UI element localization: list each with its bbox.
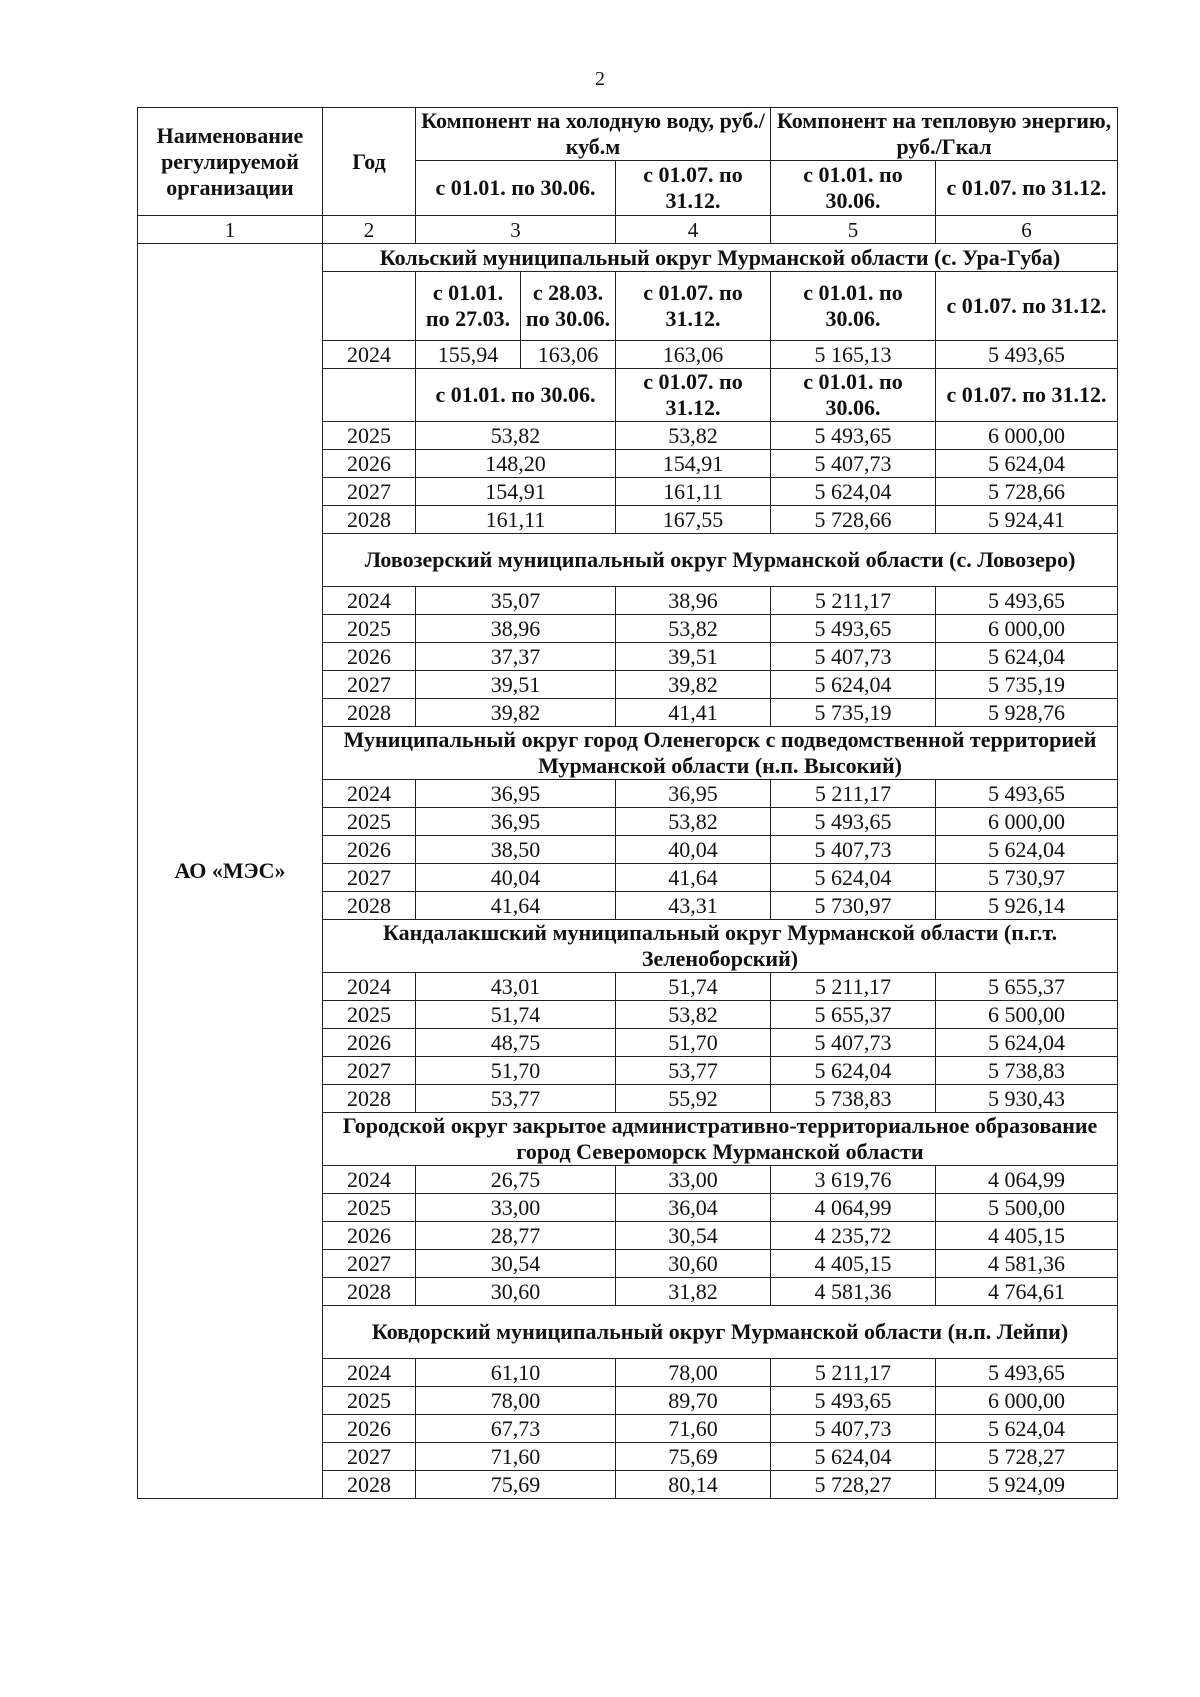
- header-row-1: [138, 108, 1118, 161]
- value-cell: 38,50: [416, 836, 616, 864]
- value-cell: 33,00: [416, 1194, 616, 1222]
- value-cell: 78,00: [416, 1387, 616, 1415]
- value-cell: 33,00: [616, 1166, 771, 1194]
- value-cell: 5 924,09: [936, 1471, 1118, 1499]
- value-cell: 5 930,43: [936, 1085, 1118, 1113]
- value-cell: 53,82: [616, 808, 771, 836]
- value-cell: 5 924,41: [936, 506, 1118, 534]
- value-cell: 89,70: [616, 1387, 771, 1415]
- value-cell: 71,60: [616, 1415, 771, 1443]
- value-cell: 78,00: [616, 1359, 771, 1387]
- value-cell: 36,95: [616, 780, 771, 808]
- value-cell: 5 728,27: [936, 1443, 1118, 1471]
- year-cell: 2028: [323, 699, 416, 727]
- value-cell: 51,70: [616, 1029, 771, 1057]
- year-cell: 2025: [323, 1001, 416, 1029]
- value-cell: 37,37: [416, 643, 616, 671]
- section-title: Ловозерский муниципальный округ Мурманской области (с. Ловозеро): [323, 534, 1118, 587]
- value-cell: 163,06: [521, 341, 616, 369]
- year-cell: 2028: [323, 892, 416, 920]
- value-cell: 5 624,04: [771, 671, 936, 699]
- sub-period: с 01.01. по 27.03.: [416, 272, 521, 341]
- value-cell: 163,06: [616, 341, 771, 369]
- value-cell: 53,77: [416, 1085, 616, 1113]
- sub-period: с 01.01. по 30.06.: [771, 272, 936, 341]
- header-thermal-energy: Компонент на тепловую энергию, руб./Гкал: [771, 108, 1118, 161]
- year-cell: 2027: [323, 478, 416, 506]
- year-cell: 2025: [323, 1194, 416, 1222]
- value-cell: 51,74: [416, 1001, 616, 1029]
- year-cell: 2024: [323, 1359, 416, 1387]
- column-number: 2: [323, 216, 416, 244]
- value-cell: 5 493,65: [936, 1359, 1118, 1387]
- value-cell: 5 211,17: [771, 1359, 936, 1387]
- header-period: с 01.07. по 31.12.: [616, 161, 771, 216]
- value-cell: 75,69: [416, 1471, 616, 1499]
- year-cell: 2026: [323, 643, 416, 671]
- year-cell: 2026: [323, 836, 416, 864]
- column-number: 1: [138, 216, 323, 244]
- value-cell: 154,91: [616, 450, 771, 478]
- value-cell: 61,10: [416, 1359, 616, 1387]
- value-cell: 5 655,37: [936, 973, 1118, 1001]
- value-cell: 5 493,65: [936, 587, 1118, 615]
- value-cell: 155,94: [416, 341, 521, 369]
- sub-period: с 01.07. по 31.12.: [616, 369, 771, 422]
- value-cell: 5 624,04: [936, 643, 1118, 671]
- value-cell: 6 000,00: [936, 1387, 1118, 1415]
- value-cell: 39,82: [616, 671, 771, 699]
- value-cell: 6 000,00: [936, 615, 1118, 643]
- value-cell: 28,77: [416, 1222, 616, 1250]
- value-cell: 5 493,65: [936, 780, 1118, 808]
- value-cell: 51,74: [616, 973, 771, 1001]
- value-cell: 5 407,73: [771, 1415, 936, 1443]
- empty-cell: [323, 272, 416, 341]
- value-cell: 4 064,99: [936, 1166, 1118, 1194]
- page-number: 2: [595, 68, 605, 90]
- value-cell: 6 000,00: [936, 808, 1118, 836]
- value-cell: 43,31: [616, 892, 771, 920]
- value-cell: 161,11: [416, 506, 616, 534]
- value-cell: 5 493,65: [936, 341, 1118, 369]
- value-cell: 5 735,19: [771, 699, 936, 727]
- year-cell: 2024: [323, 1166, 416, 1194]
- sub-period: с 01.07. по 31.12.: [936, 369, 1118, 422]
- value-cell: 53,82: [616, 1001, 771, 1029]
- value-cell: 4 064,99: [771, 1194, 936, 1222]
- column-number: 4: [616, 216, 771, 244]
- year-cell: 2025: [323, 808, 416, 836]
- value-cell: 67,73: [416, 1415, 616, 1443]
- year-cell: 2026: [323, 1222, 416, 1250]
- sub-period: с 01.01. по 30.06.: [416, 369, 616, 422]
- value-cell: 53,82: [416, 422, 616, 450]
- value-cell: 4 581,36: [936, 1250, 1118, 1278]
- value-cell: 38,96: [616, 587, 771, 615]
- header-period: с 01.01. по 30.06.: [771, 161, 936, 216]
- value-cell: 48,75: [416, 1029, 616, 1057]
- section-title: Ковдорский муниципальный округ Мурманской области (н.п. Лейпи): [323, 1306, 1118, 1359]
- header-period: с 01.01. по 30.06.: [416, 161, 616, 216]
- value-cell: 75,69: [616, 1443, 771, 1471]
- value-cell: 5 493,65: [771, 1387, 936, 1415]
- section-title: Муниципальный округ город Оленегорск с подведомственной территорией Мурманской области (н.п. Высокий): [323, 727, 1118, 780]
- organization-name: АО «МЭС»: [138, 244, 323, 1499]
- section-title-row: [138, 244, 1118, 272]
- value-cell: 43,01: [416, 973, 616, 1001]
- value-cell: 39,51: [616, 643, 771, 671]
- value-cell: 5 928,76: [936, 699, 1118, 727]
- value-cell: 5 624,04: [771, 1057, 936, 1085]
- year-cell: 2028: [323, 506, 416, 534]
- value-cell: 5 624,04: [771, 1443, 936, 1471]
- value-cell: 55,92: [616, 1085, 771, 1113]
- value-cell: 40,04: [416, 864, 616, 892]
- column-number: 5: [771, 216, 936, 244]
- value-cell: 4 764,61: [936, 1278, 1118, 1306]
- value-cell: 80,14: [616, 1471, 771, 1499]
- value-cell: 30,54: [416, 1250, 616, 1278]
- value-cell: 5 407,73: [771, 836, 936, 864]
- value-cell: 26,75: [416, 1166, 616, 1194]
- year-cell: 2027: [323, 864, 416, 892]
- value-cell: 5 407,73: [771, 643, 936, 671]
- value-cell: 5 407,73: [771, 450, 936, 478]
- value-cell: 36,95: [416, 808, 616, 836]
- value-cell: 6 000,00: [936, 422, 1118, 450]
- value-cell: 5 624,04: [771, 478, 936, 506]
- sub-period: с 01.07. по 31.12.: [616, 272, 771, 341]
- value-cell: 154,91: [416, 478, 616, 506]
- year-cell: 2028: [323, 1278, 416, 1306]
- value-cell: 30,60: [416, 1278, 616, 1306]
- header-period: с 01.07. по 31.12.: [936, 161, 1118, 216]
- empty-cell: [323, 369, 416, 422]
- value-cell: 5 624,04: [936, 1415, 1118, 1443]
- year-cell: 2027: [323, 1057, 416, 1085]
- year-cell: 2024: [323, 973, 416, 1001]
- value-cell: 5 655,37: [771, 1001, 936, 1029]
- value-cell: 4 235,72: [771, 1222, 936, 1250]
- value-cell: 40,04: [616, 836, 771, 864]
- value-cell: 41,64: [616, 864, 771, 892]
- value-cell: 5 624,04: [771, 864, 936, 892]
- value-cell: 5 624,04: [936, 836, 1118, 864]
- header-year: Год: [323, 108, 416, 216]
- value-cell: 53,77: [616, 1057, 771, 1085]
- year-cell: 2025: [323, 615, 416, 643]
- year-cell: 2028: [323, 1471, 416, 1499]
- value-cell: 36,95: [416, 780, 616, 808]
- value-cell: 167,55: [616, 506, 771, 534]
- value-cell: 51,70: [416, 1057, 616, 1085]
- column-number: 3: [416, 216, 616, 244]
- value-cell: 53,82: [616, 422, 771, 450]
- section-title: Кандалакшский муниципальный округ Мурманской области (п.г.т. Зеленоборский): [323, 920, 1118, 973]
- value-cell: 5 624,04: [936, 1029, 1118, 1057]
- value-cell: 36,04: [616, 1194, 771, 1222]
- year-cell: 2027: [323, 671, 416, 699]
- year-cell: 2026: [323, 450, 416, 478]
- value-cell: 5 165,13: [771, 341, 936, 369]
- sub-period: с 01.01. по 30.06.: [771, 369, 936, 422]
- value-cell: 5 211,17: [771, 780, 936, 808]
- value-cell: 5 730,97: [936, 864, 1118, 892]
- value-cell: 5 728,66: [936, 478, 1118, 506]
- value-cell: 5 211,17: [771, 587, 936, 615]
- value-cell: 5 493,65: [771, 422, 936, 450]
- value-cell: 53,82: [616, 615, 771, 643]
- value-cell: 39,51: [416, 671, 616, 699]
- year-cell: 2028: [323, 1085, 416, 1113]
- column-number-row: [138, 216, 1118, 244]
- value-cell: 31,82: [616, 1278, 771, 1306]
- value-cell: 3 619,76: [771, 1166, 936, 1194]
- value-cell: 5 926,14: [936, 892, 1118, 920]
- value-cell: 5 735,19: [936, 671, 1118, 699]
- value-cell: 5 738,83: [936, 1057, 1118, 1085]
- value-cell: 161,11: [616, 478, 771, 506]
- value-cell: 71,60: [416, 1443, 616, 1471]
- sub-period: с 28.03. по 30.06.: [521, 272, 616, 341]
- section-title: Кольский муниципальный округ Мурманской области (с. Ура-Губа): [323, 244, 1118, 272]
- value-cell: 41,64: [416, 892, 616, 920]
- value-cell: 41,41: [616, 699, 771, 727]
- header-organization: Наименование регулируемой организации: [138, 108, 323, 216]
- year-cell: 2026: [323, 1029, 416, 1057]
- value-cell: 35,07: [416, 587, 616, 615]
- value-cell: 5 728,66: [771, 506, 936, 534]
- sub-period: с 01.07. по 31.12.: [936, 272, 1118, 341]
- value-cell: 30,60: [616, 1250, 771, 1278]
- year-cell: 2024: [323, 780, 416, 808]
- year-cell: 2027: [323, 1443, 416, 1471]
- value-cell: 5 624,04: [936, 450, 1118, 478]
- column-number: 6: [936, 216, 1118, 244]
- value-cell: 6 500,00: [936, 1001, 1118, 1029]
- year-cell: 2024: [323, 587, 416, 615]
- value-cell: 5 500,00: [936, 1194, 1118, 1222]
- year-cell: 2026: [323, 1415, 416, 1443]
- value-cell: 4 405,15: [771, 1250, 936, 1278]
- year-cell: 2025: [323, 1387, 416, 1415]
- value-cell: 5 738,83: [771, 1085, 936, 1113]
- section-title: Городской округ закрытое административно-территориальное образование город Североморск Мурманской области: [323, 1113, 1118, 1166]
- value-cell: 5 493,65: [771, 615, 936, 643]
- value-cell: 4 581,36: [771, 1278, 936, 1306]
- value-cell: 5 493,65: [771, 808, 936, 836]
- value-cell: 5 407,73: [771, 1029, 936, 1057]
- value-cell: 5 728,27: [771, 1471, 936, 1499]
- value-cell: 38,96: [416, 615, 616, 643]
- value-cell: 39,82: [416, 699, 616, 727]
- value-cell: 5 730,97: [771, 892, 936, 920]
- value-cell: 30,54: [616, 1222, 771, 1250]
- value-cell: 4 405,15: [936, 1222, 1118, 1250]
- value-cell: 5 211,17: [771, 973, 936, 1001]
- header-cold-water: Компонент на холодную воду, руб./куб.м: [416, 108, 771, 161]
- year-cell: 2024: [323, 341, 416, 369]
- year-cell: 2027: [323, 1250, 416, 1278]
- tariff-table: [137, 107, 1118, 1499]
- year-cell: 2025: [323, 422, 416, 450]
- value-cell: 148,20: [416, 450, 616, 478]
